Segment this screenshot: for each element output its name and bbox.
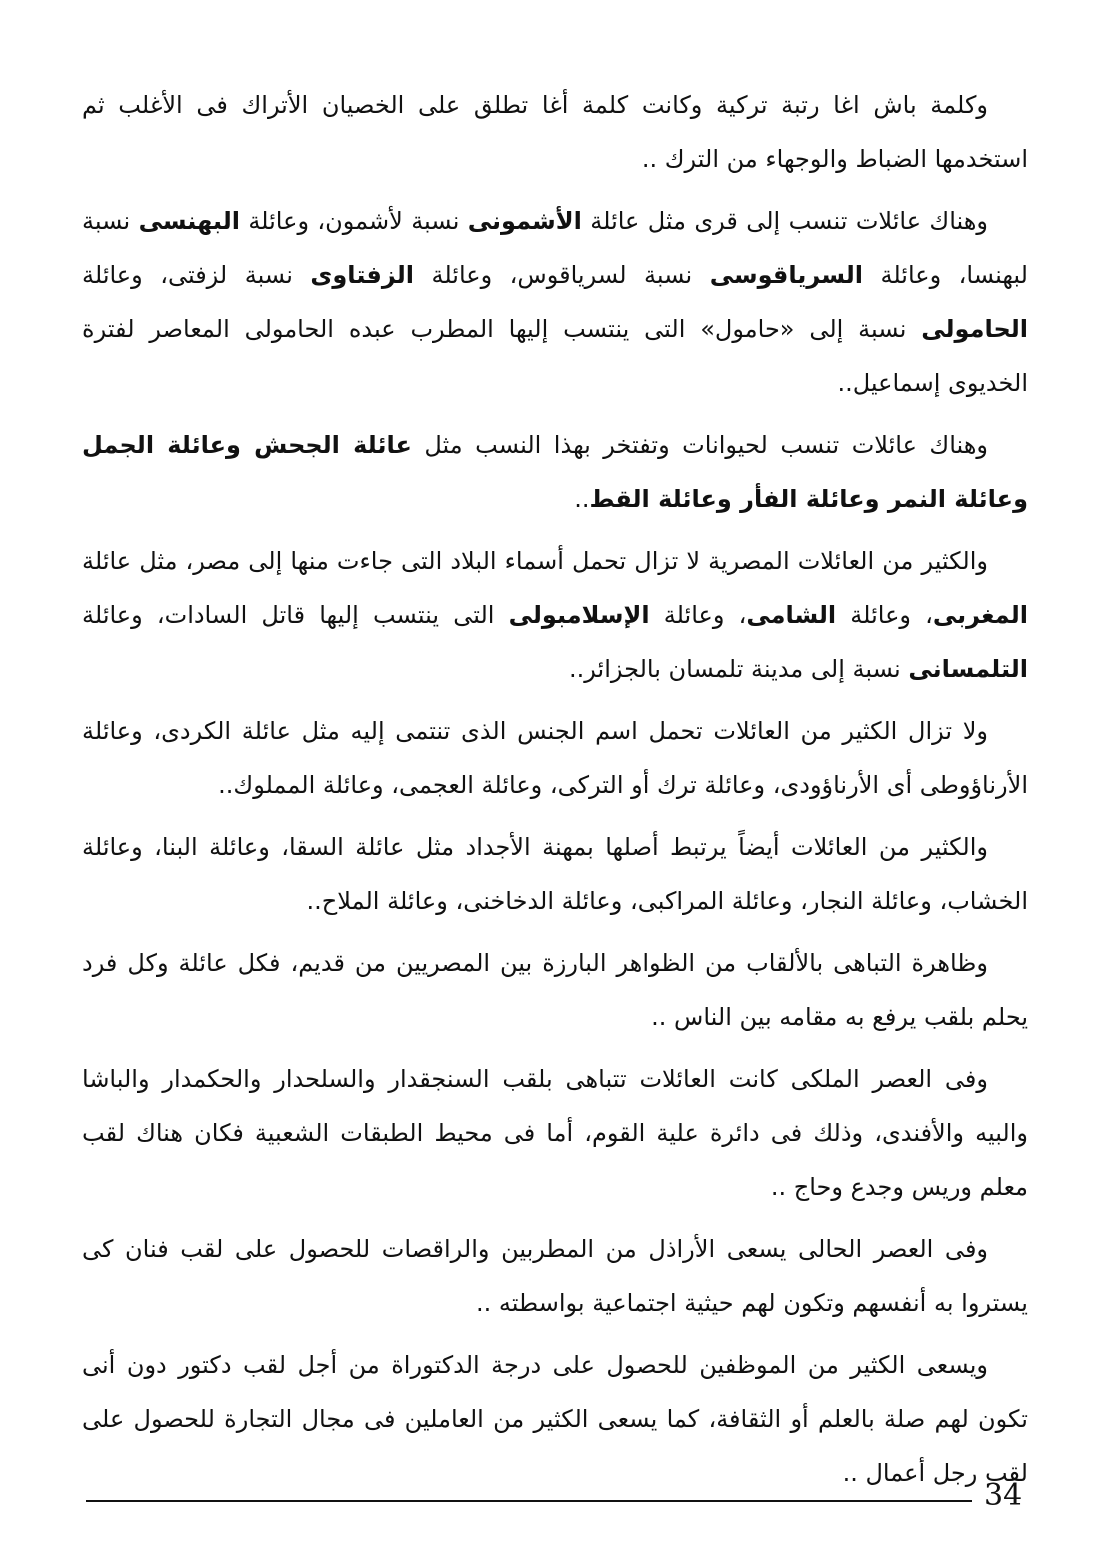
paragraph (82, 418, 1028, 526)
body-text (82, 78, 1028, 1500)
text-run: نسبة لسرياقوس، وعائلة (414, 261, 710, 289)
text-run: وفى العصر الحالى يسعى الأراذل من المطربين والراقصات للحصول على لقب فنان كى يستروا به أنفسهم وتكون لهم حيثية اجتماعية بواسطته .. (82, 1235, 1028, 1317)
text-run: ، وعائلة (836, 601, 933, 629)
text-run: نسبة لأشمون، وعائلة (239, 207, 468, 235)
footer-rule (86, 1500, 972, 1502)
text-run: نسبة لبهنسا، وعائلة (82, 207, 1028, 289)
paragraph (82, 194, 1028, 410)
paragraph (82, 1052, 1028, 1214)
text-run: وكلمة باش اغا رتبة تركية وكانت كلمة أغا تطلق على الخصيان الأتراك فى الأغلب ثم استخدمها الضباط والوجهاء من الترك .. (82, 91, 1028, 173)
bold-family-name: الزفتاوى (310, 261, 414, 289)
text-run: وظاهرة التباهى بالألقاب من الظواهر البارزة بين المصريين من قديم، فكل عائلة وكل فرد يحلم بلقب يرفع به مقامه بين الناس .. (82, 949, 1028, 1031)
bold-family-name: عائلة الجحش وعائلة الجمل وعائلة النمر وعائلة الفأر وعائلة القط (82, 431, 1028, 513)
paragraph (82, 1222, 1028, 1330)
bold-family-name: الحامولى (921, 315, 1028, 343)
bold-family-name: السرياقوسى (709, 261, 863, 289)
paragraph (82, 534, 1028, 696)
text-run: ويسعى الكثير من الموظفين للحصول على درجة الدكتوراة من أجل لقب دكتور دون أنى تكون لهم صلة بالعلم أو الثقافة، كما يسعى الكثير من العاملين فى مجال التجارة للحصول على لقب رجل أعمال .. (82, 1351, 1028, 1487)
paragraph (82, 1338, 1028, 1500)
text-run: ، وعائلة (649, 601, 747, 629)
text-run: وفى العصر الملكى كانت العائلات تتباهى بلقب السنجقدار والسلحدار والحكمدار والباشا والبيه والأفندى، وذلك فى دائرة علية القوم، أما فى محيط الطبقات الشعبية فكان هناك لقب معلم وريس وجدع وحاج .. (82, 1065, 1028, 1201)
bold-family-name: البهنسى (138, 207, 240, 235)
page-number: 34 (984, 1478, 1023, 1513)
text-run: والكثير من العائلات أيضاً يرتبط أصلها بمهنة الأجداد مثل عائلة السقا، وعائلة البنا، وعائلة الخشاب، وعائلة النجار، وعائلة المراكبى، وعائلة الدخاخنى، وعائلة الملاح.. (82, 833, 1028, 915)
text-run: ولا تزال الكثير من العائلات تحمل اسم الجنس الذى تنتمى إليه مثل عائلة الكردى، وعائلة الأرناؤوطى أى الأرناؤودى، وعائلة ترك أو التركى، وعائلة العجمى، وعائلة المملوك.. (82, 717, 1028, 799)
text-run: وهناك عائلات تنسب إلى قرى مثل عائلة (581, 207, 988, 235)
bold-family-name: المغربى (932, 601, 1028, 629)
text-run: التى ينتسب إليها قاتل السادات، وعائلة (82, 601, 509, 629)
paragraph (82, 936, 1028, 1044)
text-run: نسبة إلى مدينة تلمسان بالجزائر.. (569, 655, 909, 683)
text-run: وهناك عائلات تنسب لحيوانات وتفتخر بهذا النسب مثل (411, 431, 989, 459)
paragraph (82, 704, 1028, 812)
text-run: نسبة لزفتى، وعائلة (82, 261, 311, 289)
text-run: .. (574, 485, 590, 513)
bold-family-name: التلمسانى (908, 655, 1028, 683)
bold-family-name: الشامى (746, 601, 837, 629)
text-run: نسبة إلى «حامول» التى ينتسب إليها المطرب عبده الحامولى المعاصر لفترة الخديوى إسماعيل.. (82, 315, 1028, 397)
bold-family-name: الأشمونى (467, 207, 582, 235)
paragraph (82, 820, 1028, 928)
bold-family-name: الإسلامبولى (508, 601, 650, 629)
text-run: والكثير من العائلات المصرية لا تزال تحمل أسماء البلاد التى جاءت منها إلى مصر، مثل عائلة (82, 547, 988, 575)
paragraph (82, 78, 1028, 186)
